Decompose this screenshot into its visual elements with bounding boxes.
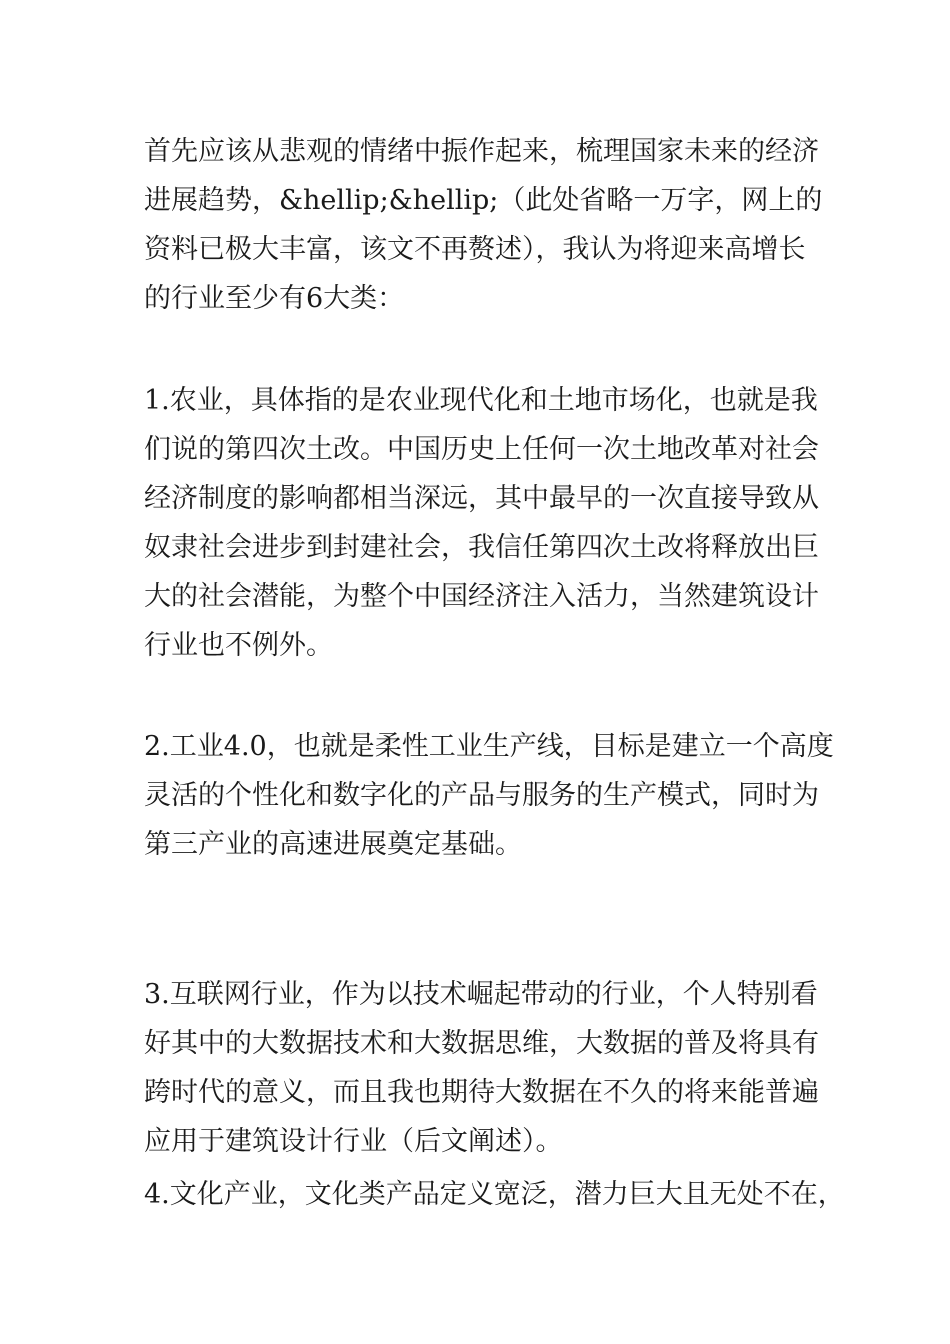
- text-line: 的行业至少有6大类：: [144, 283, 405, 314]
- paragraph-internet: [144, 970, 844, 1166]
- text-line: 首先应该从悲观的情绪中振作起来，梳理国家未来的经济: [144, 136, 819, 167]
- text-line: 进展趋势，&hellip;&hellip;（此处省略一万字，网上的: [144, 185, 823, 216]
- paragraph-intro: [144, 127, 844, 323]
- text-line: 灵活的个性化和数字化的产品与服务的生产模式，同时为: [144, 780, 819, 811]
- text-line: 资料已极大丰富，该文不再赘述），我认为将迎来高增长: [144, 234, 806, 265]
- paragraph-industry: [144, 722, 844, 869]
- text-line: 应用于建筑设计行业（后文阐述）。: [144, 1126, 563, 1157]
- text-line: 大的社会潜能，为整个中国经济注入活力，当然建筑设计: [144, 581, 819, 612]
- text-line: 3.互联网行业，作为以技术崛起带动的行业，个人特别看: [144, 979, 818, 1010]
- text-line: 4.文化产业，文化类产品定义宽泛，潜力巨大且无处不在，: [144, 1179, 845, 1210]
- paragraph-culture: [144, 1170, 844, 1219]
- text-line: 好其中的大数据技术和大数据思维，大数据的普及将具有: [144, 1028, 819, 1059]
- text-line: 奴隶社会进步到封建社会，我信任第四次土改将释放出巨: [144, 532, 819, 563]
- text-line: 1.农业，具体指的是农业现代化和土地市场化，也就是我: [144, 385, 818, 416]
- text-line: 经济制度的影响都相当深远，其中最早的一次直接导致从: [144, 483, 819, 514]
- text-line: 第三产业的高速进展奠定基础。: [144, 829, 522, 860]
- text-line: 们说的第四次土改。中国历史上任何一次土地改革对社会: [144, 434, 819, 465]
- text-line: 行业也不例外。: [144, 630, 333, 661]
- text-line: 跨时代的意义，而且我也期待大数据在不久的将来能普遍: [144, 1077, 819, 1108]
- paragraph-agriculture: [144, 376, 844, 670]
- text-line: 2.工业4.0，也就是柔性工业生产线，目标是建立一个高度: [144, 731, 834, 762]
